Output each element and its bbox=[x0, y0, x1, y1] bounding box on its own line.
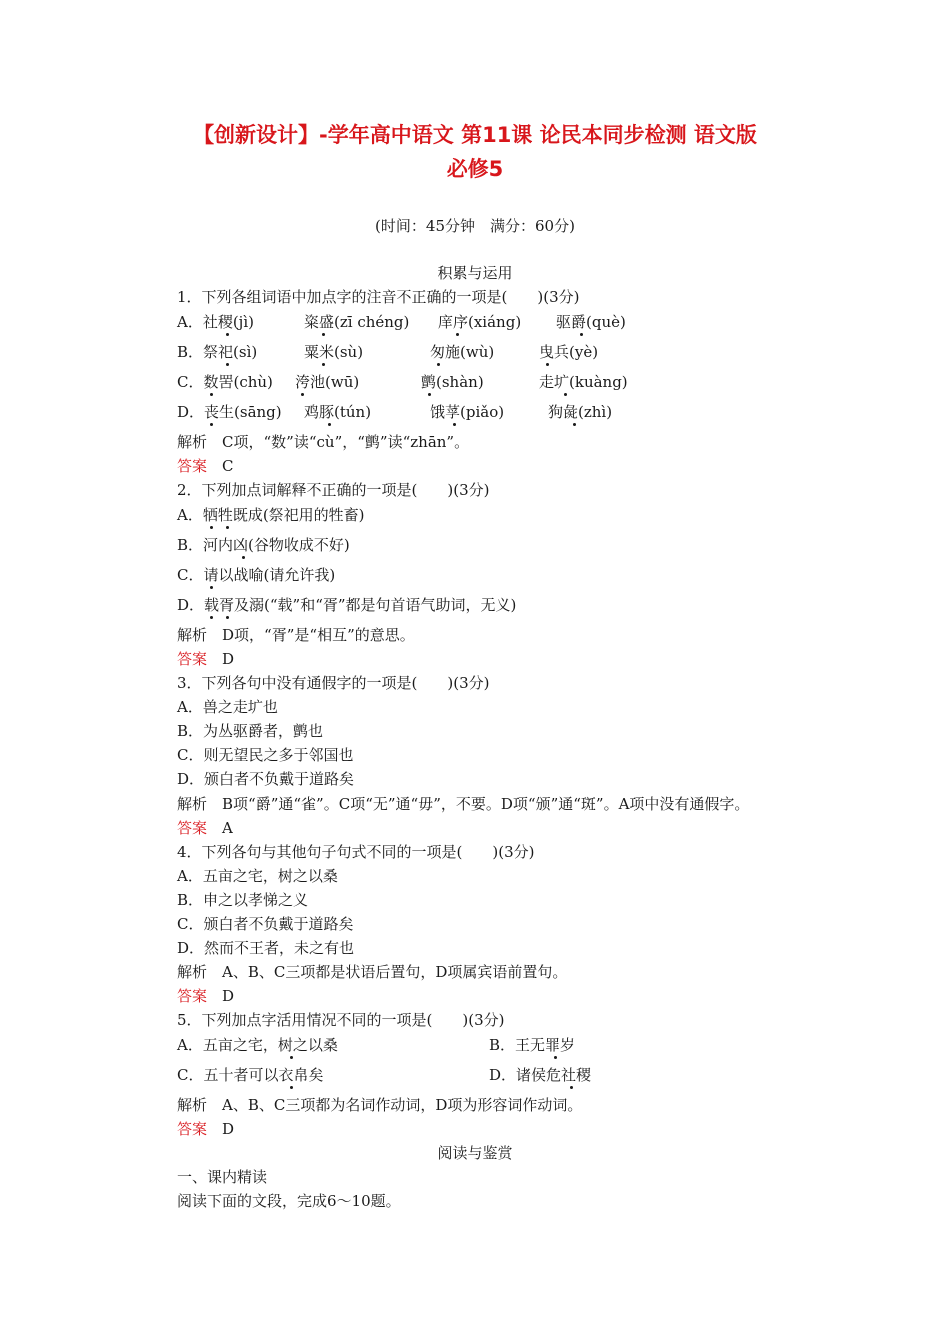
analysis-label: 解析 bbox=[177, 963, 208, 981]
q1-d-2: 鸡豚(tún) bbox=[304, 403, 372, 421]
q1-d-3: 饿莩(piǎo) bbox=[430, 403, 505, 421]
emphasis-dot bbox=[210, 526, 213, 529]
subsection-heading: 一、课内精读 bbox=[177, 1168, 268, 1186]
document-title: 【创新设计】-学年高中语文 第11课 论民本同步检测 语文版 bbox=[193, 123, 757, 147]
q2-option-b: B．河内凶(谷物收成不好) bbox=[177, 536, 350, 554]
q5-answer-value: D bbox=[222, 1120, 235, 1138]
q1-d-4: 狗彘(zhì) bbox=[548, 403, 613, 421]
q2-answer-value: D bbox=[222, 650, 235, 668]
q3-analysis-text: B项“爵”通“雀”。C项“无”通“毋”，不要。D项“颁”通“斑”。A项中没有通假字。 bbox=[222, 795, 750, 813]
q1-c-2: 洿池(wū) bbox=[295, 373, 360, 391]
emphasis-dot bbox=[210, 616, 213, 619]
q1-answer-value: C bbox=[222, 457, 234, 475]
q1-c-4: 走圹(kuàng) bbox=[539, 373, 628, 391]
q3-option-c: C．则无望民之多于邻国也 bbox=[177, 746, 354, 764]
emphasis-dot bbox=[290, 1056, 293, 1059]
q1-a-3: 庠序(xiáng) bbox=[438, 313, 522, 331]
answer-label: 答案 bbox=[177, 1120, 208, 1138]
emphasis-dot bbox=[453, 423, 456, 426]
emphasis-dot bbox=[564, 393, 567, 396]
analysis-label: 解析 bbox=[177, 626, 208, 644]
q1-b-3: 匆施(wù) bbox=[430, 343, 495, 361]
reading-instruction: 阅读下面的文段，完成6～10题。 bbox=[177, 1192, 401, 1210]
q5-option-b: B．王无罪岁 bbox=[489, 1036, 576, 1054]
analysis-label: 解析 bbox=[177, 1096, 208, 1114]
q4-option-c: C．颁白者不负戴于道路矣 bbox=[177, 915, 354, 933]
emphasis-dot bbox=[580, 333, 583, 336]
q5-option-a: A．五亩之宅，树之以桑 bbox=[177, 1036, 338, 1054]
analysis-label: 解析 bbox=[177, 433, 208, 451]
q4-answer bbox=[177, 986, 234, 1006]
emphasis-dot bbox=[210, 393, 213, 396]
q4-option-d: D．然而不王者，未之有也 bbox=[177, 939, 355, 957]
emphasis-dot bbox=[226, 616, 229, 619]
q3-option-d: D．颁白者不负戴于道路矣 bbox=[177, 770, 355, 788]
emphasis-dot bbox=[573, 423, 576, 426]
question-1-stem: 1．下列各组词语中加点字的注音不正确的一项是( )(3分) bbox=[177, 288, 580, 306]
q1-b-1: B．祭祀(sì) bbox=[177, 343, 258, 361]
section-heading-reading: 阅读与鉴赏 bbox=[437, 1144, 513, 1162]
section-heading-accumulation: 积累与运用 bbox=[437, 264, 513, 282]
q1-answer bbox=[177, 456, 234, 476]
q1-c-1: C．数罟(chù) bbox=[177, 373, 273, 391]
analysis-label: 解析 bbox=[177, 795, 208, 813]
emphasis-dot bbox=[456, 333, 459, 336]
q1-analysis-text: C项，“数”读“cù”，“鹯”读“zhān”。 bbox=[222, 433, 470, 451]
emphasis-dot bbox=[226, 333, 229, 336]
q3-option-a: A．兽之走圹也 bbox=[177, 698, 278, 716]
question-3-stem: 3．下列各句中没有通假字的一项是( )(3分) bbox=[177, 674, 490, 692]
answer-label: 答案 bbox=[177, 650, 208, 668]
q4-analysis bbox=[177, 962, 567, 982]
emphasis-dot bbox=[210, 423, 213, 426]
time-score-info: (时间：45分钟 满分：60分) bbox=[375, 217, 575, 235]
document-title-line2: 必修5 bbox=[446, 157, 504, 181]
q1-c-3: 鹯(shàn) bbox=[421, 373, 484, 391]
q2-option-d: D．载胥及溺(“载”和“胥”都是句首语气助词，无义) bbox=[177, 596, 517, 614]
q1-a-1: A．社稷(jì) bbox=[177, 313, 254, 331]
q5-analysis bbox=[177, 1095, 582, 1115]
answer-label: 答案 bbox=[177, 457, 208, 475]
emphasis-dot bbox=[554, 1056, 557, 1059]
q1-a-2: 粢盛(zī chéng) bbox=[304, 313, 410, 331]
q4-option-a: A．五亩之宅，树之以桑 bbox=[177, 867, 338, 885]
answer-label: 答案 bbox=[177, 987, 208, 1005]
q1-b-2: 粟米(sù) bbox=[304, 343, 364, 361]
question-2-stem: 2．下列加点词解释不正确的一项是( )(3分) bbox=[177, 481, 490, 499]
emphasis-dot bbox=[570, 1086, 573, 1089]
q5-analysis-text: A、B、C三项都为名词作动词，D项为形容词作动词。 bbox=[222, 1096, 583, 1114]
q1-d-1: D．丧生(sāng) bbox=[177, 403, 282, 421]
emphasis-dot bbox=[546, 363, 549, 366]
emphasis-dot bbox=[210, 586, 213, 589]
q2-option-a: A．牺牲既成(祭祀用的牲畜) bbox=[177, 506, 365, 524]
emphasis-dot bbox=[322, 333, 325, 336]
q4-answer-value: D bbox=[222, 987, 235, 1005]
q5-option-c: C．五十者可以衣帛矣 bbox=[177, 1066, 324, 1084]
q1-analysis bbox=[177, 432, 469, 452]
question-4-stem: 4．下列各句与其他句子句式不同的一项是( )(3分) bbox=[177, 843, 535, 861]
emphasis-dot bbox=[428, 393, 431, 396]
q3-answer-value: A bbox=[222, 819, 233, 837]
emphasis-dot bbox=[226, 526, 229, 529]
q5-answer bbox=[177, 1119, 234, 1139]
emphasis-dot bbox=[322, 363, 325, 366]
q4-analysis-text: A、B、C三项都是状语后置句，D项属宾语前置句。 bbox=[222, 963, 568, 981]
q1-b-4: 曳兵(yè) bbox=[539, 343, 599, 361]
q5-option-d: D．诸侯危社稷 bbox=[489, 1066, 592, 1084]
q2-analysis bbox=[177, 625, 415, 645]
emphasis-dot bbox=[301, 393, 304, 396]
emphasis-dot bbox=[226, 363, 229, 366]
q3-answer bbox=[177, 818, 233, 838]
emphasis-dot bbox=[328, 423, 331, 426]
q4-option-b: B．申之以孝悌之义 bbox=[177, 891, 309, 909]
question-5-stem: 5．下列加点字活用情况不同的一项是( )(3分) bbox=[177, 1011, 505, 1029]
q2-answer bbox=[177, 649, 234, 669]
emphasis-dot bbox=[290, 1086, 293, 1089]
q3-analysis bbox=[177, 794, 749, 814]
answer-label: 答案 bbox=[177, 819, 208, 837]
emphasis-dot bbox=[437, 363, 440, 366]
q2-option-c: C．请以战喻(请允许我) bbox=[177, 566, 336, 584]
emphasis-dot bbox=[242, 556, 245, 559]
q1-a-4: 驱爵(què) bbox=[556, 313, 626, 331]
q2-analysis-text: D项，“胥”是“相互”的意思。 bbox=[222, 626, 415, 644]
q3-option-b: B．为丛驱爵者，鹯也 bbox=[177, 722, 324, 740]
